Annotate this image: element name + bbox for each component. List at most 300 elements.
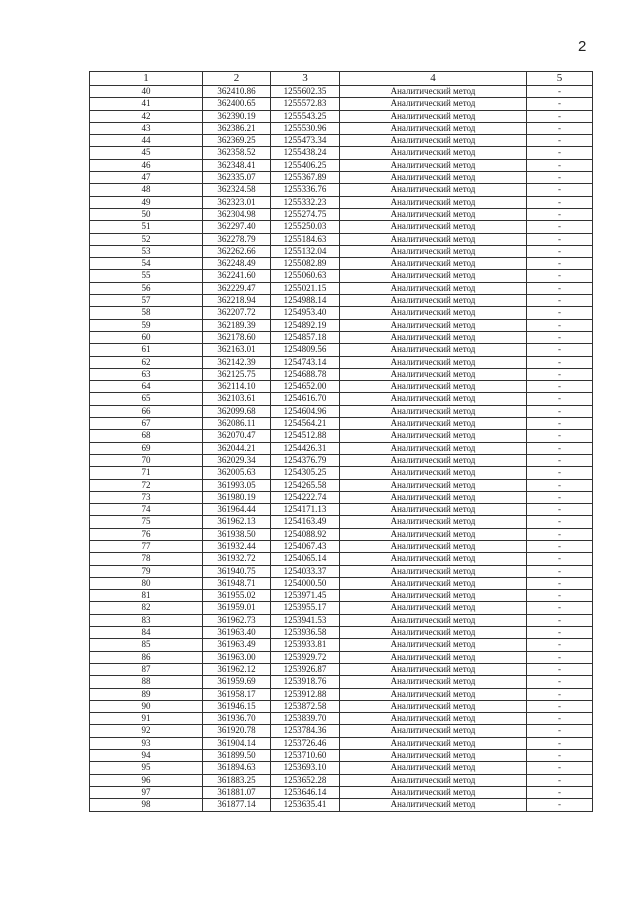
y-coordinate-cell: 1255184.63	[271, 233, 340, 245]
y-coordinate-cell: 1255572.83	[271, 98, 340, 110]
method-cell: Аналитический метод	[340, 159, 527, 171]
error-cell: -	[527, 122, 593, 134]
x-coordinate-cell: 362400.65	[203, 98, 271, 110]
y-coordinate-cell: 1255274.75	[271, 208, 340, 220]
x-coordinate-cell: 361881.07	[203, 786, 271, 798]
table-row	[90, 454, 593, 466]
column-header-4: 4	[340, 72, 527, 86]
table-row	[90, 663, 593, 675]
method-cell: Аналитический метод	[340, 208, 527, 220]
y-coordinate-cell: 1255336.76	[271, 184, 340, 196]
point-number-cell: 74	[90, 504, 203, 516]
x-coordinate-cell: 361877.14	[203, 799, 271, 811]
table-row	[90, 786, 593, 798]
x-coordinate-cell: 361894.63	[203, 762, 271, 774]
method-cell: Аналитический метод	[340, 676, 527, 688]
x-coordinate-cell: 361959.01	[203, 602, 271, 614]
x-coordinate-cell: 362304.98	[203, 208, 271, 220]
method-cell: Аналитический метод	[340, 295, 527, 307]
page-number: 2	[578, 38, 587, 55]
method-cell: Аналитический метод	[340, 688, 527, 700]
error-cell: -	[527, 639, 593, 651]
y-coordinate-cell: 1254604.96	[271, 405, 340, 417]
y-coordinate-cell: 1254892.19	[271, 319, 340, 331]
x-coordinate-cell: 361959.69	[203, 676, 271, 688]
error-cell: -	[527, 393, 593, 405]
y-coordinate-cell: 1255602.35	[271, 86, 340, 98]
table-row	[90, 258, 593, 270]
y-coordinate-cell: 1254512.88	[271, 430, 340, 442]
x-coordinate-cell: 362218.94	[203, 295, 271, 307]
point-number-cell: 78	[90, 553, 203, 565]
x-coordinate-cell: 361940.75	[203, 565, 271, 577]
error-cell: -	[527, 319, 593, 331]
point-number-cell: 66	[90, 405, 203, 417]
y-coordinate-cell: 1255406.25	[271, 159, 340, 171]
error-cell: -	[527, 713, 593, 725]
method-cell: Аналитический метод	[340, 540, 527, 552]
error-cell: -	[527, 208, 593, 220]
point-number-cell: 82	[90, 602, 203, 614]
x-coordinate-cell: 362142.39	[203, 356, 271, 368]
error-cell: -	[527, 147, 593, 159]
method-cell: Аналитический метод	[340, 245, 527, 257]
x-coordinate-cell: 362099.68	[203, 405, 271, 417]
error-cell: -	[527, 614, 593, 626]
x-coordinate-cell: 361962.12	[203, 663, 271, 675]
error-cell: -	[527, 344, 593, 356]
y-coordinate-cell: 1254033.37	[271, 565, 340, 577]
table-row	[90, 688, 593, 700]
error-cell: -	[527, 331, 593, 343]
y-coordinate-cell: 1254000.50	[271, 577, 340, 589]
method-cell: Аналитический метод	[340, 750, 527, 762]
point-number-cell: 87	[90, 663, 203, 675]
method-cell: Аналитический метод	[340, 651, 527, 663]
method-cell: Аналитический метод	[340, 110, 527, 122]
method-cell: Аналитический метод	[340, 577, 527, 589]
point-number-cell: 77	[90, 540, 203, 552]
point-number-cell: 58	[90, 307, 203, 319]
y-coordinate-cell: 1255021.15	[271, 282, 340, 294]
method-cell: Аналитический метод	[340, 590, 527, 602]
table-row	[90, 98, 593, 110]
method-cell: Аналитический метод	[340, 86, 527, 98]
method-cell: Аналитический метод	[340, 184, 527, 196]
y-coordinate-cell: 1253635.41	[271, 799, 340, 811]
method-cell: Аналитический метод	[340, 405, 527, 417]
point-number-cell: 94	[90, 750, 203, 762]
point-number-cell: 84	[90, 627, 203, 639]
point-number-cell: 93	[90, 737, 203, 749]
point-number-cell: 68	[90, 430, 203, 442]
x-coordinate-cell: 362114.10	[203, 381, 271, 393]
y-coordinate-cell: 1255530.96	[271, 122, 340, 134]
point-number-cell: 53	[90, 245, 203, 257]
error-cell: -	[527, 688, 593, 700]
table-row	[90, 713, 593, 725]
y-coordinate-cell: 1254305.25	[271, 467, 340, 479]
error-cell: -	[527, 750, 593, 762]
y-coordinate-cell: 1253933.81	[271, 639, 340, 651]
point-number-cell: 83	[90, 614, 203, 626]
y-coordinate-cell: 1254743.14	[271, 356, 340, 368]
x-coordinate-cell: 361962.13	[203, 516, 271, 528]
y-coordinate-cell: 1254426.31	[271, 442, 340, 454]
point-number-cell: 49	[90, 196, 203, 208]
error-cell: -	[527, 590, 593, 602]
point-number-cell: 41	[90, 98, 203, 110]
error-cell: -	[527, 307, 593, 319]
point-number-cell: 43	[90, 122, 203, 134]
point-number-cell: 81	[90, 590, 203, 602]
point-number-cell: 52	[90, 233, 203, 245]
error-cell: -	[527, 577, 593, 589]
method-cell: Аналитический метод	[340, 221, 527, 233]
x-coordinate-cell: 361932.44	[203, 540, 271, 552]
error-cell: -	[527, 405, 593, 417]
point-number-cell: 40	[90, 86, 203, 98]
x-coordinate-cell: 362005.63	[203, 467, 271, 479]
error-cell: -	[527, 418, 593, 430]
error-cell: -	[527, 98, 593, 110]
x-coordinate-cell: 361964.44	[203, 504, 271, 516]
point-number-cell: 69	[90, 442, 203, 454]
y-coordinate-cell: 1254857.18	[271, 331, 340, 343]
error-cell: -	[527, 651, 593, 663]
x-coordinate-cell: 362335.07	[203, 172, 271, 184]
x-coordinate-cell: 362125.75	[203, 368, 271, 380]
table-row	[90, 442, 593, 454]
error-cell: -	[527, 528, 593, 540]
error-cell: -	[527, 430, 593, 442]
y-coordinate-cell: 1253918.76	[271, 676, 340, 688]
method-cell: Аналитический метод	[340, 786, 527, 798]
table-row	[90, 553, 593, 565]
y-coordinate-cell: 1255543.25	[271, 110, 340, 122]
point-number-cell: 79	[90, 565, 203, 577]
table-row	[90, 565, 593, 577]
table-row	[90, 651, 593, 663]
point-number-cell: 97	[90, 786, 203, 798]
error-cell: -	[527, 553, 593, 565]
table-row	[90, 147, 593, 159]
table-row	[90, 282, 593, 294]
error-cell: -	[527, 86, 593, 98]
table-row	[90, 602, 593, 614]
point-number-cell: 44	[90, 135, 203, 147]
x-coordinate-cell: 362297.40	[203, 221, 271, 233]
method-cell: Аналитический метод	[340, 491, 527, 503]
x-coordinate-cell: 361904.14	[203, 737, 271, 749]
y-coordinate-cell: 1253971.45	[271, 590, 340, 602]
method-cell: Аналитический метод	[340, 799, 527, 811]
y-coordinate-cell: 1254171.13	[271, 504, 340, 516]
y-coordinate-cell: 1254065.14	[271, 553, 340, 565]
error-cell: -	[527, 516, 593, 528]
error-cell: -	[527, 663, 593, 675]
method-cell: Аналитический метод	[340, 762, 527, 774]
method-cell: Аналитический метод	[340, 418, 527, 430]
method-cell: Аналитический метод	[340, 627, 527, 639]
error-cell: -	[527, 159, 593, 171]
point-number-cell: 85	[90, 639, 203, 651]
method-cell: Аналитический метод	[340, 430, 527, 442]
table-row	[90, 676, 593, 688]
table-row	[90, 110, 593, 122]
method-cell: Аналитический метод	[340, 270, 527, 282]
method-cell: Аналитический метод	[340, 639, 527, 651]
table-row	[90, 737, 593, 749]
table-row	[90, 504, 593, 516]
error-cell: -	[527, 233, 593, 245]
method-cell: Аналитический метод	[340, 663, 527, 675]
error-cell: -	[527, 270, 593, 282]
column-header-3: 3	[271, 72, 340, 86]
table-row	[90, 627, 593, 639]
point-number-cell: 67	[90, 418, 203, 430]
point-number-cell: 62	[90, 356, 203, 368]
point-number-cell: 73	[90, 491, 203, 503]
point-number-cell: 59	[90, 319, 203, 331]
column-header-1: 1	[90, 72, 203, 86]
column-header-2: 2	[203, 72, 271, 86]
error-cell: -	[527, 491, 593, 503]
x-coordinate-cell: 362229.47	[203, 282, 271, 294]
error-cell: -	[527, 454, 593, 466]
point-number-cell: 80	[90, 577, 203, 589]
method-cell: Аналитический метод	[340, 381, 527, 393]
y-coordinate-cell: 1255060.63	[271, 270, 340, 282]
x-coordinate-cell: 362386.21	[203, 122, 271, 134]
y-coordinate-cell: 1253646.14	[271, 786, 340, 798]
point-number-cell: 91	[90, 713, 203, 725]
y-coordinate-cell: 1253693.10	[271, 762, 340, 774]
y-coordinate-cell: 1254652.00	[271, 381, 340, 393]
y-coordinate-cell: 1253872.58	[271, 700, 340, 712]
table-row	[90, 196, 593, 208]
table-row	[90, 614, 593, 626]
point-number-cell: 72	[90, 479, 203, 491]
method-cell: Аналитический метод	[340, 319, 527, 331]
point-number-cell: 51	[90, 221, 203, 233]
y-coordinate-cell: 1253941.53	[271, 614, 340, 626]
y-coordinate-cell: 1253955.17	[271, 602, 340, 614]
x-coordinate-cell: 362323.01	[203, 196, 271, 208]
table-row	[90, 122, 593, 134]
x-coordinate-cell: 361963.40	[203, 627, 271, 639]
point-number-cell: 75	[90, 516, 203, 528]
point-number-cell: 92	[90, 725, 203, 737]
method-cell: Аналитический метод	[340, 282, 527, 294]
y-coordinate-cell: 1253912.88	[271, 688, 340, 700]
error-cell: -	[527, 786, 593, 798]
y-coordinate-cell: 1254222.74	[271, 491, 340, 503]
x-coordinate-cell: 362070.47	[203, 430, 271, 442]
x-coordinate-cell: 362086.11	[203, 418, 271, 430]
y-coordinate-cell: 1253936.58	[271, 627, 340, 639]
x-coordinate-cell: 362348.41	[203, 159, 271, 171]
coordinates-table	[89, 71, 593, 812]
x-coordinate-cell: 362163.01	[203, 344, 271, 356]
table-row	[90, 331, 593, 343]
table-row	[90, 430, 593, 442]
method-cell: Аналитический метод	[340, 356, 527, 368]
error-cell: -	[527, 467, 593, 479]
method-cell: Аналитический метод	[340, 479, 527, 491]
method-cell: Аналитический метод	[340, 196, 527, 208]
y-coordinate-cell: 1253929.72	[271, 651, 340, 663]
point-number-cell: 45	[90, 147, 203, 159]
table-row	[90, 208, 593, 220]
y-coordinate-cell: 1253839.70	[271, 713, 340, 725]
method-cell: Аналитический метод	[340, 565, 527, 577]
error-cell: -	[527, 221, 593, 233]
point-number-cell: 50	[90, 208, 203, 220]
method-cell: Аналитический метод	[340, 172, 527, 184]
table-header-row	[90, 72, 593, 86]
x-coordinate-cell: 361958.17	[203, 688, 271, 700]
point-number-cell: 76	[90, 528, 203, 540]
method-cell: Аналитический метод	[340, 700, 527, 712]
error-cell: -	[527, 381, 593, 393]
x-coordinate-cell: 361946.15	[203, 700, 271, 712]
method-cell: Аналитический метод	[340, 135, 527, 147]
x-coordinate-cell: 362324.58	[203, 184, 271, 196]
point-number-cell: 86	[90, 651, 203, 663]
table-row	[90, 270, 593, 282]
point-number-cell: 88	[90, 676, 203, 688]
method-cell: Аналитический метод	[340, 774, 527, 786]
table-row	[90, 467, 593, 479]
point-number-cell: 89	[90, 688, 203, 700]
table-row	[90, 233, 593, 245]
point-number-cell: 95	[90, 762, 203, 774]
error-cell: -	[527, 282, 593, 294]
error-cell: -	[527, 479, 593, 491]
method-cell: Аналитический метод	[340, 516, 527, 528]
point-number-cell: 71	[90, 467, 203, 479]
y-coordinate-cell: 1254616.70	[271, 393, 340, 405]
y-coordinate-cell: 1255438.24	[271, 147, 340, 159]
x-coordinate-cell: 362262.66	[203, 245, 271, 257]
point-number-cell: 56	[90, 282, 203, 294]
point-number-cell: 60	[90, 331, 203, 343]
method-cell: Аналитический метод	[340, 331, 527, 343]
table-row	[90, 405, 593, 417]
table-row	[90, 762, 593, 774]
x-coordinate-cell: 362241.60	[203, 270, 271, 282]
table-row	[90, 135, 593, 147]
error-cell: -	[527, 245, 593, 257]
x-coordinate-cell: 361920.78	[203, 725, 271, 737]
point-number-cell: 90	[90, 700, 203, 712]
method-cell: Аналитический метод	[340, 98, 527, 110]
y-coordinate-cell: 1254688.78	[271, 368, 340, 380]
method-cell: Аналитический метод	[340, 147, 527, 159]
y-coordinate-cell: 1254953.40	[271, 307, 340, 319]
x-coordinate-cell: 361993.05	[203, 479, 271, 491]
x-coordinate-cell: 362390.19	[203, 110, 271, 122]
point-number-cell: 98	[90, 799, 203, 811]
y-coordinate-cell: 1254564.21	[271, 418, 340, 430]
table-row	[90, 172, 593, 184]
table-row	[90, 577, 593, 589]
x-coordinate-cell: 362178.60	[203, 331, 271, 343]
table-row	[90, 184, 593, 196]
point-number-cell: 46	[90, 159, 203, 171]
x-coordinate-cell: 362189.39	[203, 319, 271, 331]
method-cell: Аналитический метод	[340, 442, 527, 454]
y-coordinate-cell: 1254988.14	[271, 295, 340, 307]
y-coordinate-cell: 1254376.79	[271, 454, 340, 466]
x-coordinate-cell: 361962.73	[203, 614, 271, 626]
error-cell: -	[527, 565, 593, 577]
error-cell: -	[527, 442, 593, 454]
y-coordinate-cell: 1255473.34	[271, 135, 340, 147]
y-coordinate-cell: 1253710.60	[271, 750, 340, 762]
method-cell: Аналитический метод	[340, 393, 527, 405]
x-coordinate-cell: 362044.21	[203, 442, 271, 454]
x-coordinate-cell: 362029.34	[203, 454, 271, 466]
x-coordinate-cell: 361980.19	[203, 491, 271, 503]
method-cell: Аналитический метод	[340, 233, 527, 245]
table-row	[90, 491, 593, 503]
x-coordinate-cell: 362103.61	[203, 393, 271, 405]
point-number-cell: 54	[90, 258, 203, 270]
table-body	[90, 86, 593, 812]
method-cell: Аналитический метод	[340, 528, 527, 540]
point-number-cell: 65	[90, 393, 203, 405]
error-cell: -	[527, 762, 593, 774]
x-coordinate-cell: 361938.50	[203, 528, 271, 540]
method-cell: Аналитический метод	[340, 368, 527, 380]
error-cell: -	[527, 725, 593, 737]
error-cell: -	[527, 627, 593, 639]
method-cell: Аналитический метод	[340, 713, 527, 725]
error-cell: -	[527, 295, 593, 307]
method-cell: Аналитический метод	[340, 614, 527, 626]
method-cell: Аналитический метод	[340, 307, 527, 319]
method-cell: Аналитический метод	[340, 602, 527, 614]
point-number-cell: 57	[90, 295, 203, 307]
method-cell: Аналитический метод	[340, 737, 527, 749]
y-coordinate-cell: 1255082.89	[271, 258, 340, 270]
method-cell: Аналитический метод	[340, 454, 527, 466]
y-coordinate-cell: 1255250.03	[271, 221, 340, 233]
x-coordinate-cell: 361932.72	[203, 553, 271, 565]
error-cell: -	[527, 135, 593, 147]
error-cell: -	[527, 110, 593, 122]
table-row	[90, 725, 593, 737]
error-cell: -	[527, 504, 593, 516]
x-coordinate-cell: 362369.25	[203, 135, 271, 147]
error-cell: -	[527, 172, 593, 184]
table-row	[90, 245, 593, 257]
method-cell: Аналитический метод	[340, 553, 527, 565]
table-row	[90, 221, 593, 233]
table-row	[90, 799, 593, 811]
x-coordinate-cell: 362248.49	[203, 258, 271, 270]
y-coordinate-cell: 1255367.89	[271, 172, 340, 184]
table-row	[90, 295, 593, 307]
error-cell: -	[527, 196, 593, 208]
error-cell: -	[527, 602, 593, 614]
method-cell: Аналитический метод	[340, 258, 527, 270]
error-cell: -	[527, 184, 593, 196]
point-number-cell: 64	[90, 381, 203, 393]
table-row	[90, 774, 593, 786]
